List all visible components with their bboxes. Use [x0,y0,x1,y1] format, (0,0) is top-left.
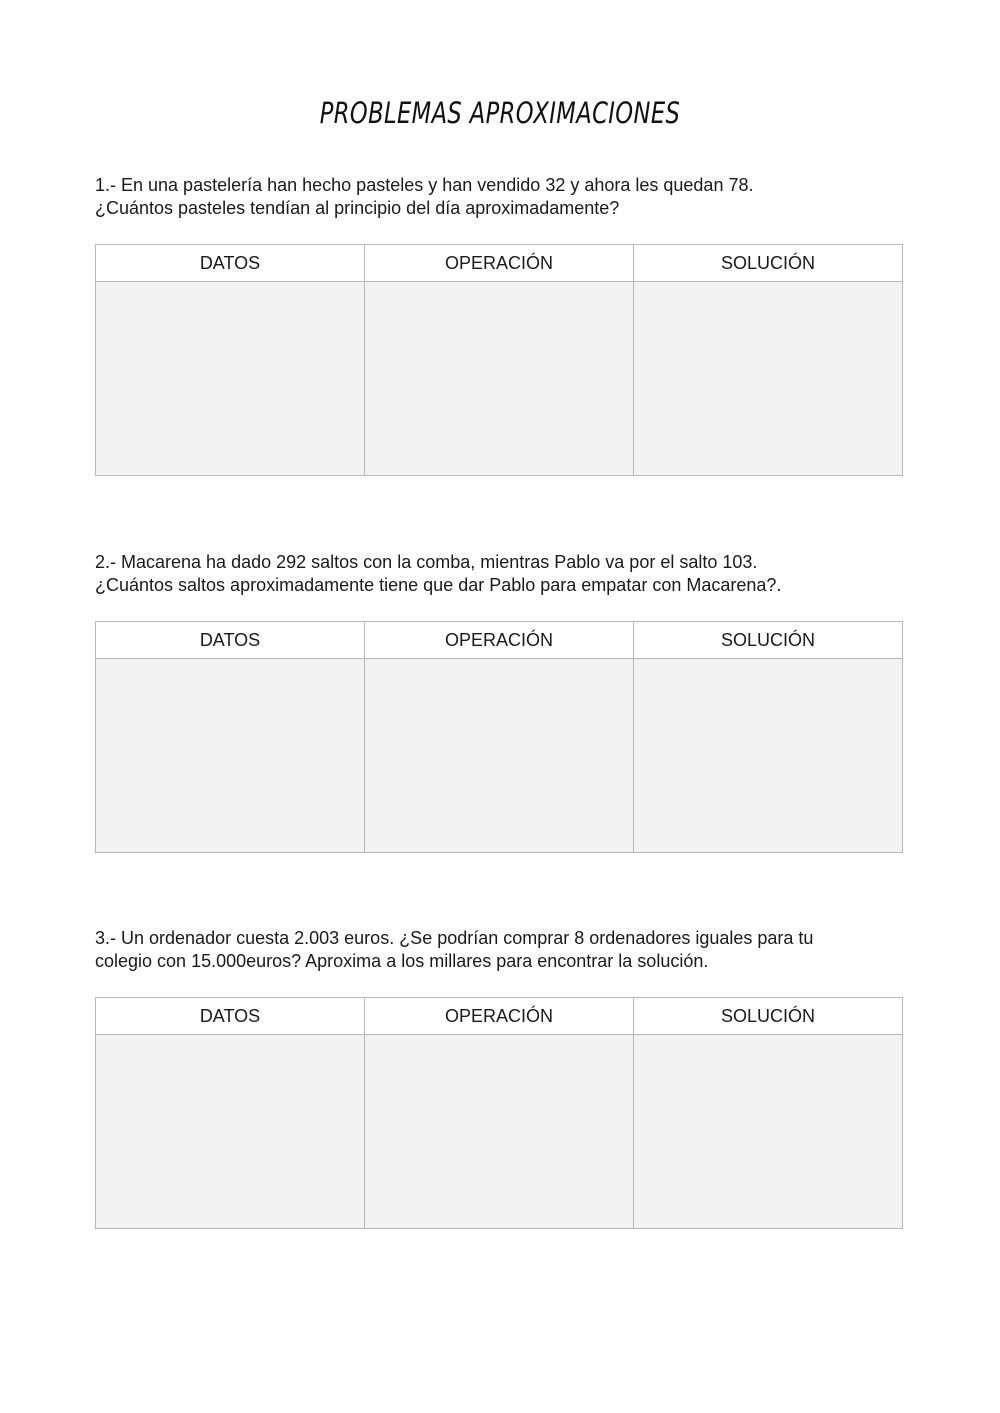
column-header-operacion: OPERACIÓN [365,998,634,1035]
problem-2-answer-table [95,621,903,853]
problem-1-statement: 1.- En una pastelería han hecho pasteles y han vendido 32 y ahora les quedan 78. ¿Cuántos pasteles tendían al principio del día aproximadamente? [95,175,754,218]
operacion-answer-box[interactable] [365,659,634,853]
column-header-datos: DATOS [96,998,365,1035]
column-header-solucion: SOLUCIÓN [634,622,903,659]
problem-2-statement: 2.- Macarena ha dado 292 saltos con la comba, mientras Pablo va por el salto 103. ¿Cuántos saltos aproximadamente tiene que dar Pablo para empatar con Macarena?. [95,552,782,595]
column-header-operacion: OPERACIÓN [365,245,634,282]
datos-answer-box[interactable] [96,659,365,853]
solucion-answer-box[interactable] [634,282,903,476]
problem-1-answer-table [95,244,903,476]
problem-1 [95,174,915,273]
operacion-answer-box[interactable] [365,282,634,476]
page-title: PROBLEMAS APROXIMACIONES [319,96,681,130]
column-header-solucion: SOLUCIÓN [634,245,903,282]
problem-3 [95,927,915,1026]
column-header-datos: DATOS [96,622,365,659]
solucion-answer-box[interactable] [634,659,903,853]
datos-answer-box[interactable] [96,282,365,476]
datos-answer-box[interactable] [96,1035,365,1229]
column-header-solucion: SOLUCIÓN [634,998,903,1035]
solucion-answer-box[interactable] [634,1035,903,1229]
problem-3-statement: 3.- Un ordenador cuesta 2.003 euros. ¿Se podrían comprar 8 ordenadores iguales para tu colegio con 15.000euros? Aproxima a los millares para encontrar la solución. [95,928,814,971]
operacion-answer-box[interactable] [365,1035,634,1229]
column-header-datos: DATOS [96,245,365,282]
column-header-operacion: OPERACIÓN [365,622,634,659]
problem-2 [95,551,915,650]
problem-3-answer-table [95,997,903,1229]
